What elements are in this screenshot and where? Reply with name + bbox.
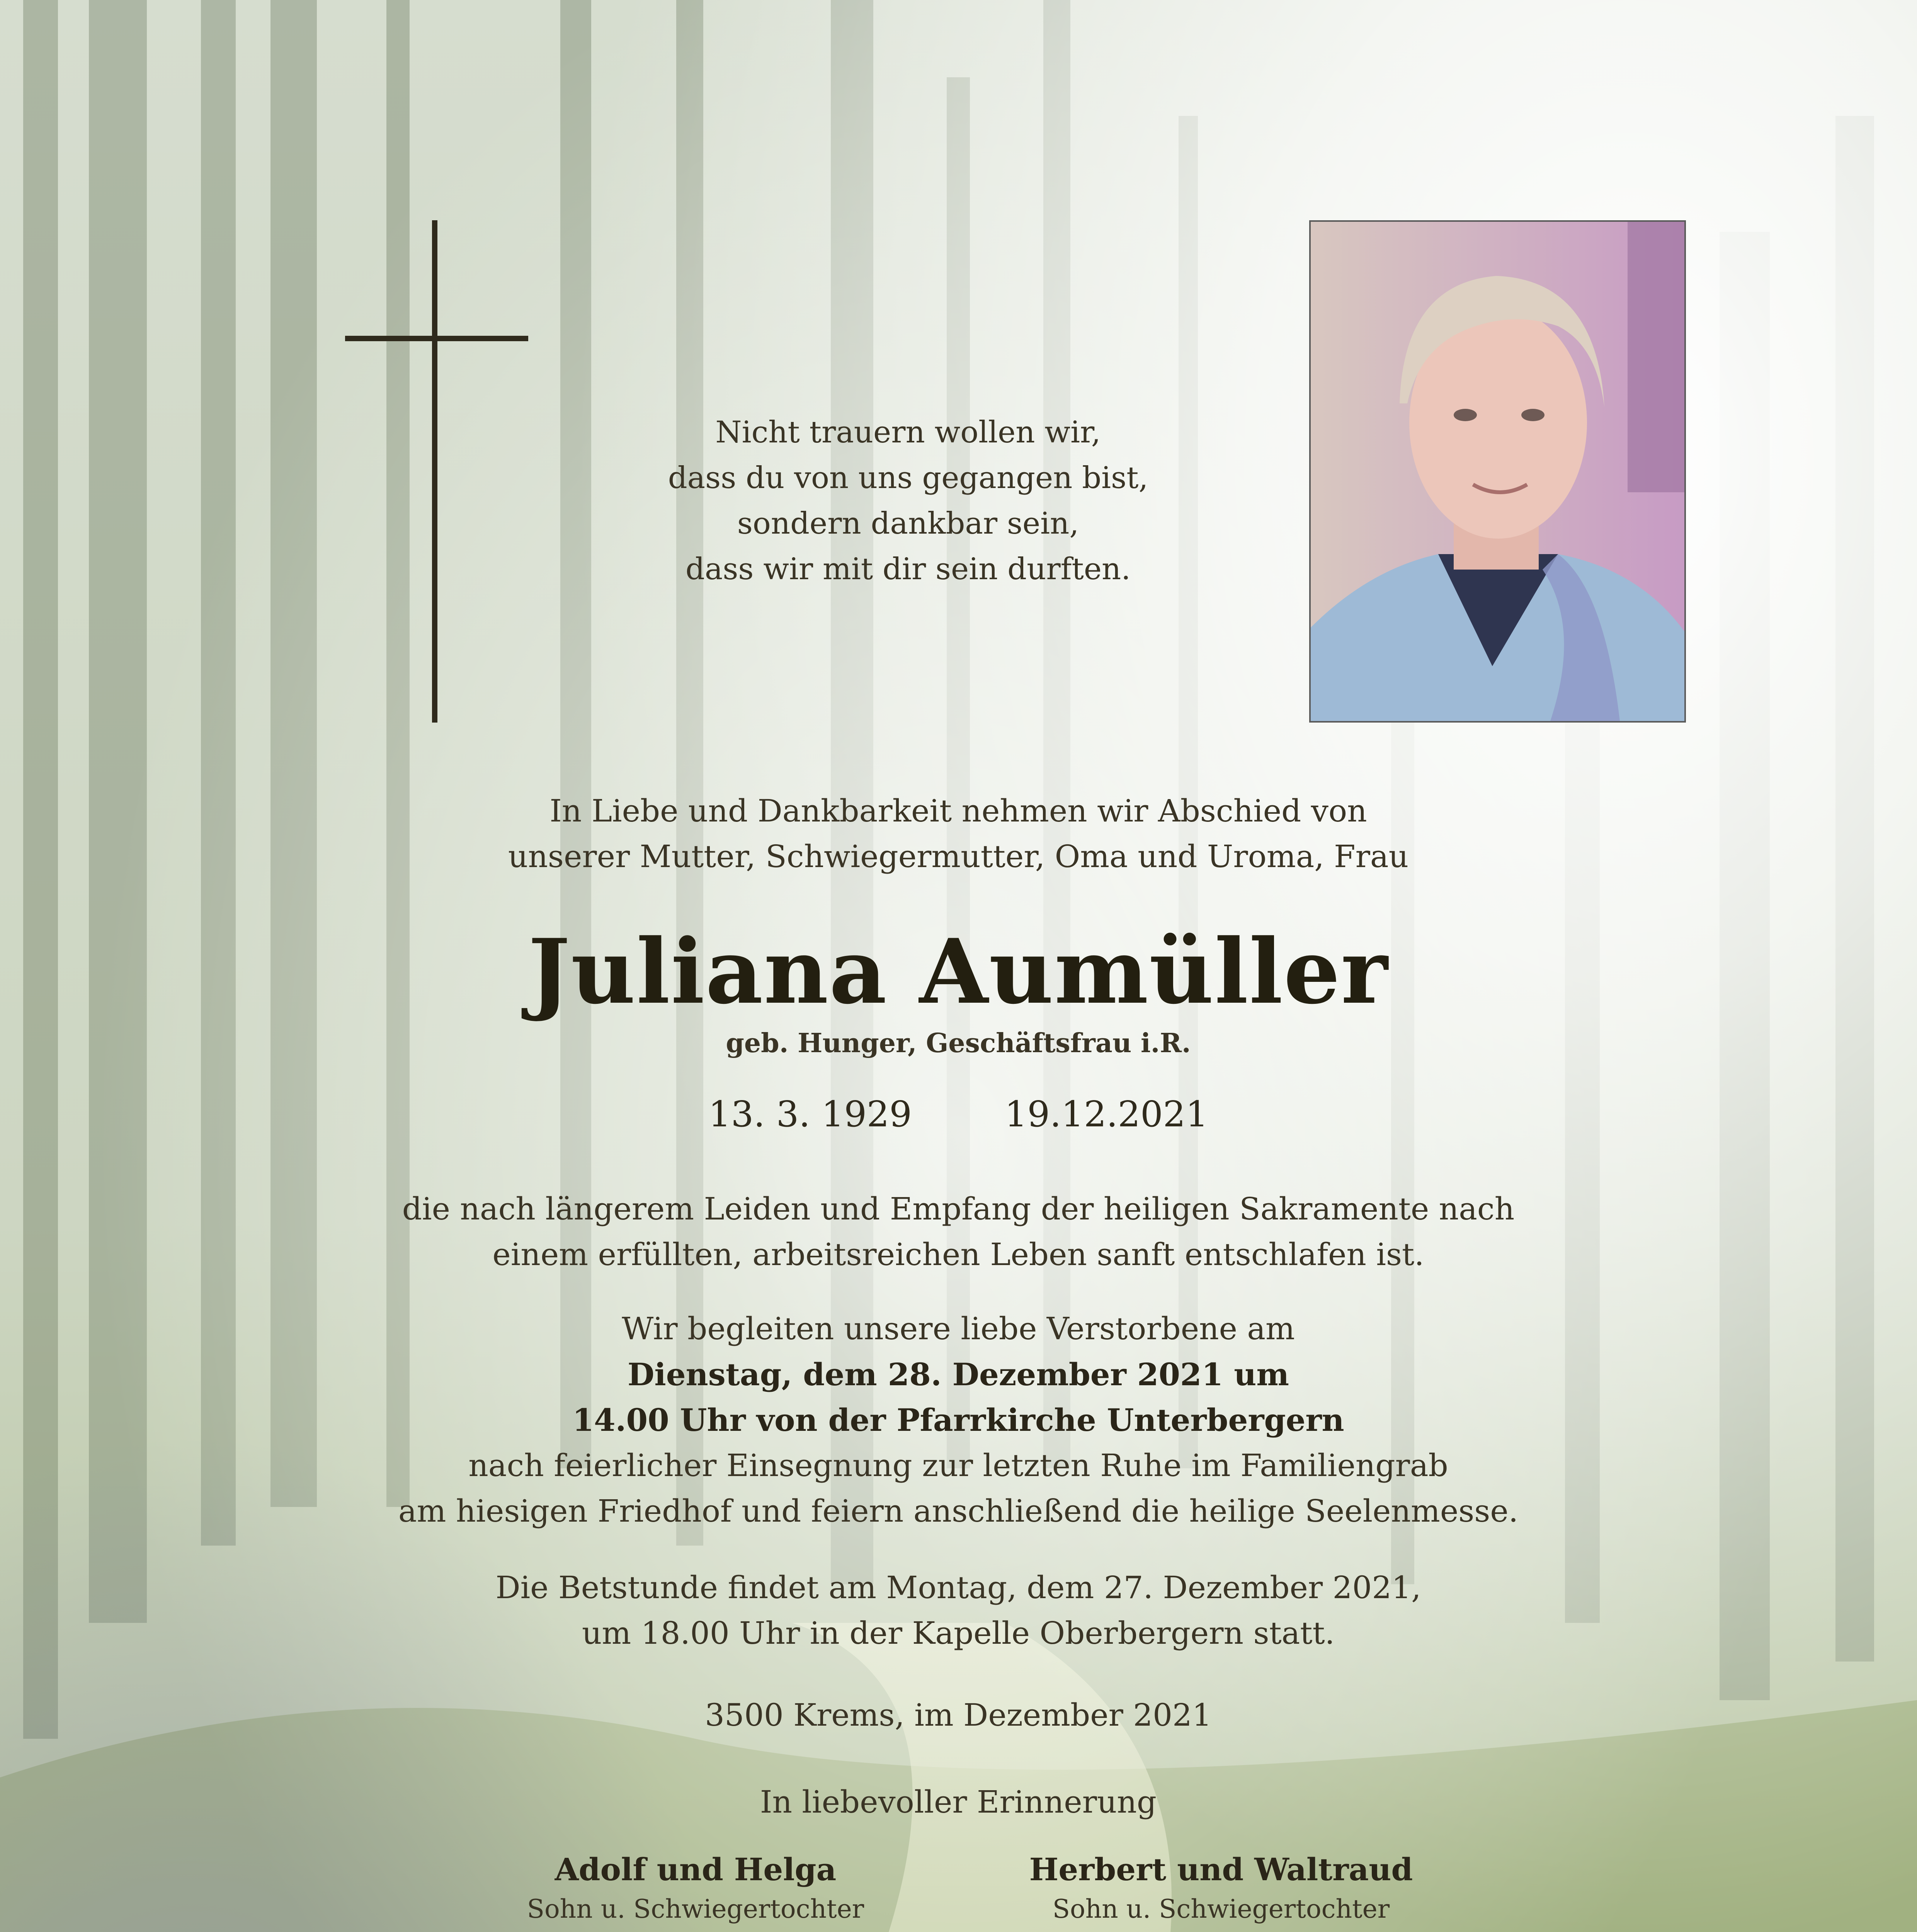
funeral-line: nach feierlicher Einsegnung zur letzten Ruhe im Familiengrab (468, 1447, 1448, 1483)
deceased-subtitle: geb. Hunger, Geschäftsfrau i.R. (726, 1028, 1191, 1059)
memory-heading: In liebevoller Erinnerung (760, 1784, 1157, 1820)
portrait-photo (1309, 220, 1686, 723)
intro-text (294, 788, 1623, 879)
poem-line: dass wir mit dir sein durften. (685, 552, 1131, 587)
deceased-name: Juliana Aumüller (528, 920, 1389, 1024)
mourner-group (951, 1847, 1492, 1927)
life-dates (294, 1094, 1623, 1135)
funeral-time-place: 14.00 Uhr von der Pfarrkirche Unterbergern (572, 1402, 1344, 1438)
funeral-intro: Wir begleiten unsere liebe Verstorbene am (622, 1311, 1295, 1347)
poem-line: dass du von uns gegangen bist, (668, 461, 1148, 495)
intro-line: In Liebe und Dankbarkeit nehmen wir Abschied von (549, 793, 1367, 829)
funeral-details (270, 1306, 1646, 1534)
cross-horizontal-bar (345, 336, 528, 341)
memorial-poem (483, 410, 1333, 592)
mourner-names: Herbert und Waltraud (1029, 1851, 1413, 1888)
prayer-line: Die Betstunde findet am Montag, dem 27. Dezember 2021, (495, 1570, 1421, 1605)
mourner-relation: Sohn u. Schwiegertochter (527, 1894, 864, 1924)
poem-line: Nicht trauern wollen wir, (715, 415, 1101, 450)
funeral-date: Dienstag, dem 28. Dezember 2021 um (627, 1356, 1289, 1393)
portrait-illustration (1311, 222, 1684, 721)
prayer-line: um 18.00 Uhr in der Kapelle Oberbergern statt. (582, 1615, 1335, 1651)
prayer-hour (270, 1565, 1646, 1656)
mourner-names: Adolf und Helga (555, 1851, 837, 1888)
passing-line: einem erfüllten, arbeitsreichen Leben sanft entschlafen ist. (492, 1236, 1424, 1272)
intro-line: unserer Mutter, Schwiegermutter, Oma und Uroma, Frau (508, 838, 1409, 874)
birth-date: 13. 3. 1929 (708, 1094, 912, 1135)
mourner-group (425, 1847, 966, 1927)
mourner-relation: Sohn u. Schwiegertochter (1052, 1894, 1390, 1924)
passing-line: die nach längerem Leiden und Empfang der heiligen Sakramente nach (402, 1191, 1515, 1227)
poem-line: sondern dankbar sein, (737, 506, 1079, 541)
funeral-line: am hiesigen Friedhof und feiern anschließend die heilige Seelenmesse. (398, 1493, 1519, 1529)
cross-vertical-bar (432, 220, 437, 723)
passing-text (270, 1186, 1646, 1277)
place-date: 3500 Krems, im Dezember 2021 (705, 1697, 1212, 1733)
death-date: 19.12.2021 (1004, 1094, 1208, 1135)
